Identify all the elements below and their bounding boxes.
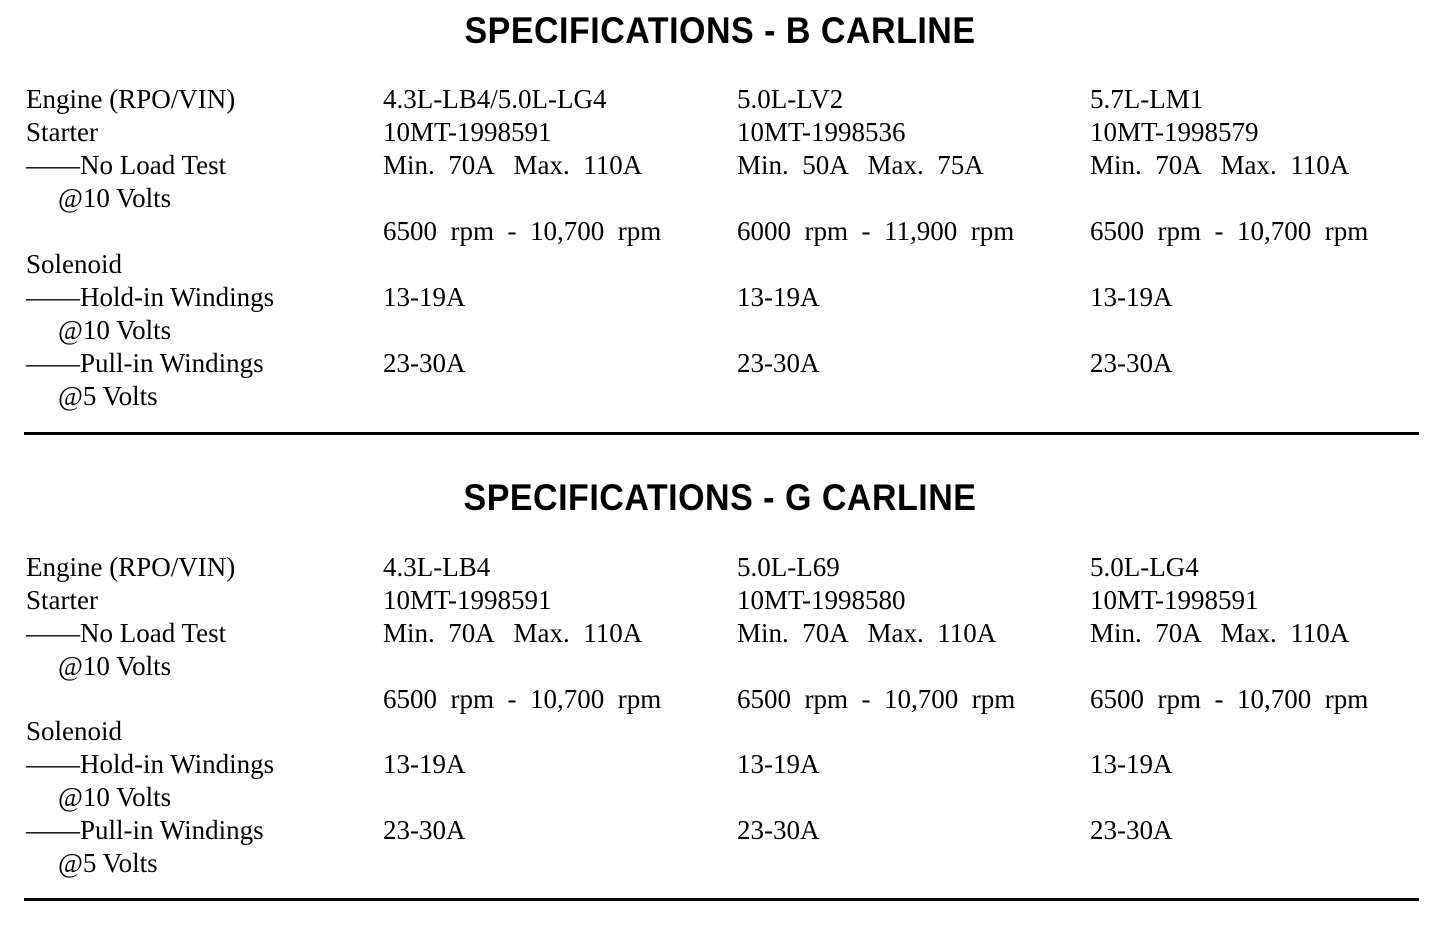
table-row — [0, 683, 1440, 716]
cell-col1: 4.3L-LB4/5.0L-LG4 — [383, 84, 607, 114]
table-row — [0, 380, 1440, 413]
cell-col2: 5.0L-L69 — [737, 552, 840, 582]
cell-col1: 4.3L-LB4 — [383, 552, 491, 582]
row-label: Solenoid — [26, 249, 123, 279]
table-row — [0, 314, 1440, 347]
cell-col3: 13-19A — [1090, 282, 1173, 312]
cell-col3: 6500 rpm - 10,700 rpm — [1090, 684, 1369, 714]
cell-col1: 13-19A — [383, 282, 466, 312]
cell-col2: 10MT-1998580 — [737, 585, 906, 615]
cell-col1: 13-19A — [383, 749, 466, 779]
cell-col2: 13-19A — [737, 749, 820, 779]
cell-col1: 23-30A — [383, 348, 466, 378]
cell-col1: 23-30A — [383, 815, 466, 845]
cell-col3: 5.7L-LM1 — [1090, 84, 1204, 114]
cell-col2: Min. 50A Max. 75A — [737, 150, 984, 180]
table-row — [0, 347, 1440, 380]
cell-col3: 23-30A — [1090, 815, 1173, 845]
cell-col3: 10MT-1998591 — [1090, 585, 1259, 615]
table-row — [0, 584, 1440, 617]
table-row — [0, 551, 1440, 584]
cell-col1: Min. 70A Max. 110A — [383, 150, 643, 180]
row-label: Engine (RPO/VIN) — [26, 84, 236, 114]
cell-col3: 13-19A — [1090, 749, 1173, 779]
cell-col1: 10MT-1998591 — [383, 585, 552, 615]
row-label: @10 Volts — [58, 782, 172, 812]
row-label: @10 Volts — [58, 651, 172, 681]
row-label: ——Hold-in Windings — [26, 282, 275, 312]
section-divider — [24, 432, 1419, 435]
cell-col2: 23-30A — [737, 348, 820, 378]
row-label: ——Pull-in Windings — [26, 348, 264, 378]
table-row — [0, 116, 1440, 149]
section-title: SPECIFICATIONS - B CARLINE — [464, 10, 976, 52]
cell-col2: 13-19A — [737, 282, 820, 312]
table-row — [0, 182, 1440, 215]
cell-col1: 6500 rpm - 10,700 rpm — [383, 684, 662, 714]
cell-col1: 10MT-1998591 — [383, 117, 552, 147]
table-row — [0, 281, 1440, 314]
row-label: @10 Volts — [58, 315, 172, 345]
cell-col2: 23-30A — [737, 815, 820, 845]
table-row — [0, 814, 1440, 847]
row-label: Starter — [26, 117, 98, 147]
cell-col2: 5.0L-LV2 — [737, 84, 844, 114]
table-row — [0, 781, 1440, 814]
table-row — [0, 248, 1440, 281]
row-label: Solenoid — [26, 716, 123, 746]
table-row — [0, 650, 1440, 683]
row-label: ——No Load Test — [26, 618, 227, 648]
table-row — [0, 215, 1440, 248]
cell-col1: Min. 70A Max. 110A — [383, 618, 643, 648]
table-row — [0, 748, 1440, 781]
table-row — [0, 149, 1440, 182]
cell-col2: 6500 rpm - 10,700 rpm — [737, 684, 1016, 714]
row-label: ——No Load Test — [26, 150, 227, 180]
cell-col3: 6500 rpm - 10,700 rpm — [1090, 216, 1369, 246]
cell-col1: 6500 rpm - 10,700 rpm — [383, 216, 662, 246]
table-row — [0, 847, 1440, 880]
cell-col3: Min. 70A Max. 110A — [1090, 618, 1350, 648]
cell-col3: 23-30A — [1090, 348, 1173, 378]
table-row — [0, 617, 1440, 650]
row-label: ——Hold-in Windings — [26, 749, 275, 779]
cell-col2: 6000 rpm - 11,900 rpm — [737, 216, 1015, 246]
cell-col3: 10MT-1998579 — [1090, 117, 1259, 147]
row-label: Engine (RPO/VIN) — [26, 552, 236, 582]
table-row — [0, 83, 1440, 116]
cell-col2: 10MT-1998536 — [737, 117, 906, 147]
table-row — [0, 715, 1440, 748]
cell-col3: Min. 70A Max. 110A — [1090, 150, 1350, 180]
row-label: @5 Volts — [58, 848, 158, 878]
cell-col2: Min. 70A Max. 110A — [737, 618, 997, 648]
section-divider — [24, 898, 1419, 901]
cell-col3: 5.0L-LG4 — [1090, 552, 1199, 582]
row-label: Starter — [26, 585, 98, 615]
section-title: SPECIFICATIONS - G CARLINE — [463, 477, 977, 519]
row-label: ——Pull-in Windings — [26, 815, 264, 845]
row-label: @10 Volts — [58, 183, 172, 213]
row-label: @5 Volts — [58, 381, 158, 411]
